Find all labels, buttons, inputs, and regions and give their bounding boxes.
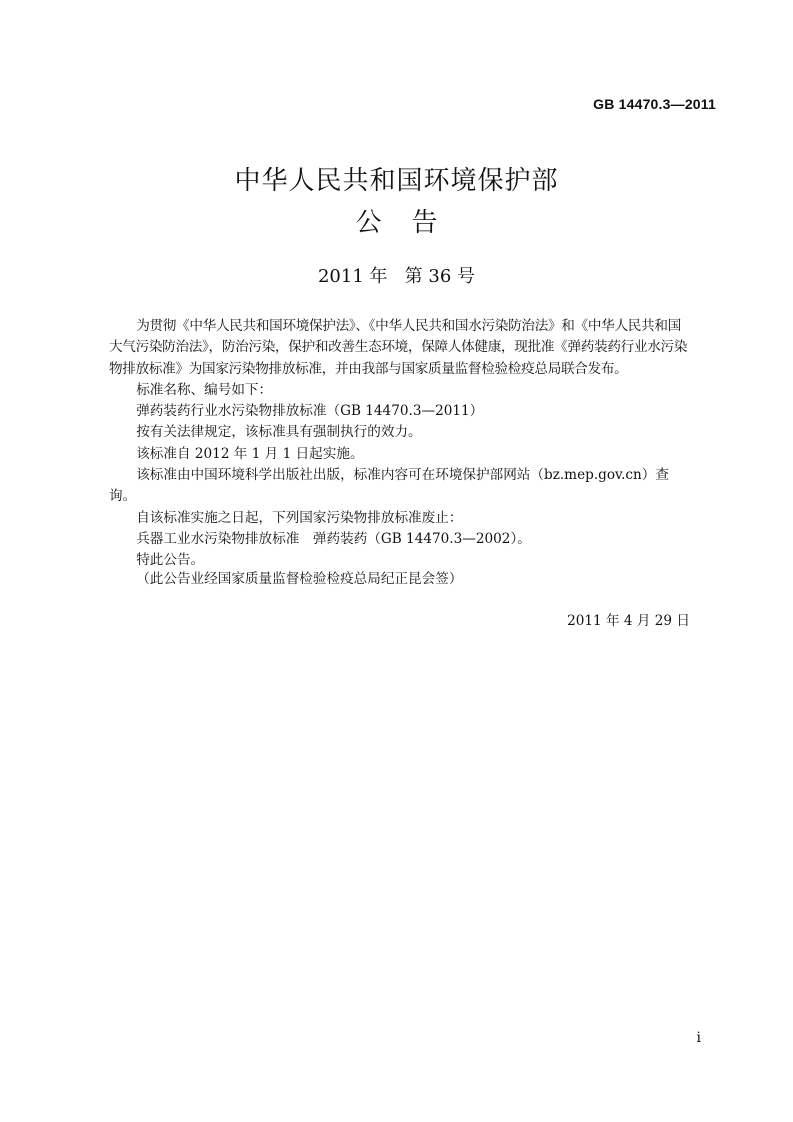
body-paragraph-standard-name: 弹药装药行业水污染物排放标准（GB 14470.3—2011）	[136, 403, 484, 420]
issue-date: 2011 年 4 月 29 日	[567, 613, 690, 629]
body-paragraph-standard-list-intro: 标准名称、编号如下：	[136, 381, 273, 398]
notice-body	[109, 316, 694, 572]
body-paragraph-repealed-standard: 兵器工业水污染物排放标准 弹药装药（GB 14470.3—2002）。	[136, 530, 531, 547]
body-paragraph-intro: 为贯彻《中华人民共和国环境保护法》、《中华人民共和国水污染防治法》和《中华人民共和国大气污染防治法》，防治污染，保护和改善生态环境，保障人体健康，现批准《弹药装药行业水污染物排放标准》为国家污染物排放标准，并由我部与国家质量监督检验检疫总局联合发布。	[109, 318, 688, 377]
notice-number: 2011 年 第 36 号	[317, 266, 476, 287]
page-number: i	[696, 1030, 701, 1046]
body-paragraph-publisher: 该标准由中国环境科学出版社出版，标准内容可在环境保护部网站（bz.mep.gov.cn）查询。	[109, 467, 669, 505]
body-paragraph-repeal-intro: 自该标准实施之日起，下列国家污染物排放标准废止：	[136, 509, 463, 526]
cosign-note: （此公告业经国家质量监督检验检疫总局纪正昆会签）	[136, 571, 463, 587]
body-paragraph-legal-effect: 按有关法律规定，该标准具有强制执行的效力。	[136, 424, 422, 441]
body-paragraph-effective-date: 该标准自 2012 年 1 月 1 日起实施。	[136, 445, 364, 462]
notice-title: 公告	[355, 208, 468, 238]
ministry-title: 中华人民共和国环境保护部	[234, 166, 559, 196]
body-paragraph-closing: 特此公告。	[136, 552, 205, 569]
standard-code: GB 14470.3—2011	[593, 96, 716, 112]
